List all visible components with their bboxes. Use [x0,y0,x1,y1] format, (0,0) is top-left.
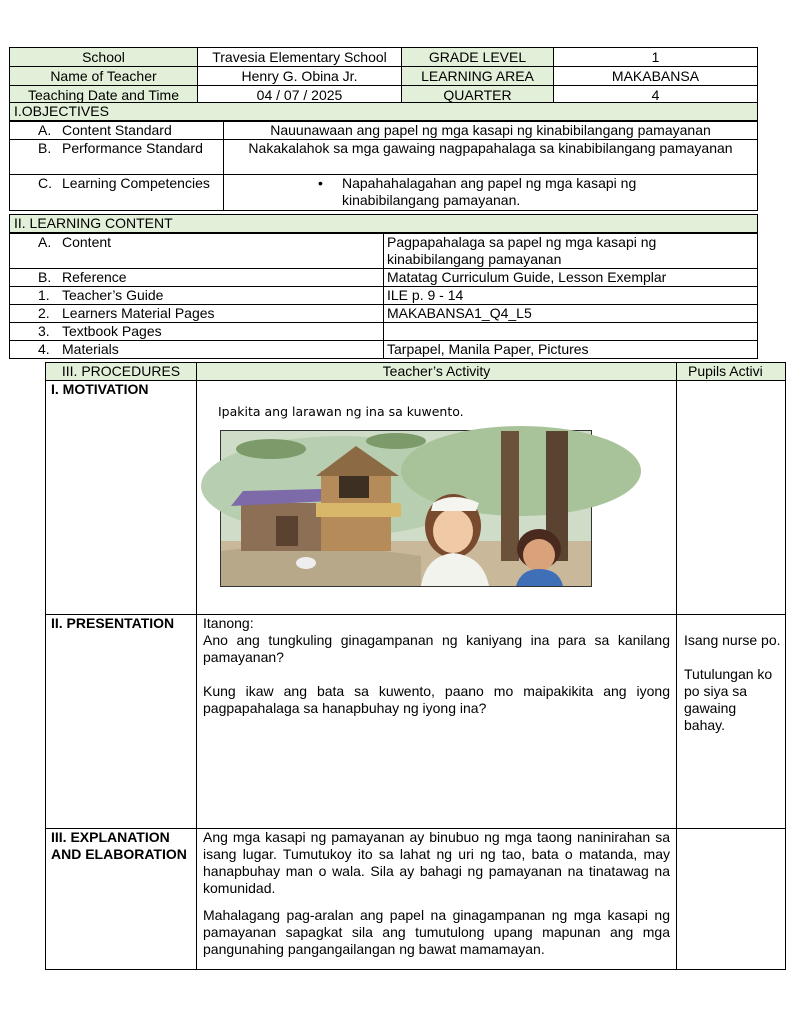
presentation-teacher-cell [197,615,677,829]
presentation-question-1: Ano ang tungkuling ginagampanan ng kaniyang ina para sa kanilang pamayanan? [203,632,670,665]
learning-competencies-value [224,175,758,211]
item-number: 3. [38,323,50,339]
teachers-guide-row-value: ILE p. 9 - 14 [384,287,758,305]
item-label: Teacher’s Guide [62,287,164,303]
item-number: A. [38,234,52,250]
item-label: Materials [62,341,119,357]
pupil-answer-2: Tutulungan ko po siya sa gawaing bahay. [684,666,773,733]
presentation-intro: Itanong: [203,615,254,631]
content-standard-value: Nauunawaan ang papel ng mga kasapi ng kinabibilangang pamayanan [224,122,758,140]
textbook-row-value [384,323,758,341]
teachers-activity-header: Teacher’s Activity [197,363,677,381]
explanation-label: III. EXPLANATION AND ELABORATION [46,829,197,970]
learning-content-heading [9,214,758,233]
explanation-teacher-cell [197,829,677,970]
item-label: Content Standard [62,122,172,138]
learners-material-row-label [10,305,384,323]
item-label: Learning Competencies [62,175,210,191]
performance-standard-value: Nakakalahok sa mga gawaing nagpapahalaga sa kinabibilangang pamayanan [224,140,758,175]
textbook-row-label [10,323,384,341]
pupil-answer-1: Isang nurse po. [684,632,781,648]
item-label: Learners Material Pages [62,305,215,321]
presentation-pupil-cell [677,615,786,829]
illustration-svg [221,431,591,586]
grade-level-value: 1 [554,48,758,67]
date-value: 04 / 07 / 2025 [198,86,402,105]
item-number: B. [38,140,52,156]
school-label: School [10,48,198,67]
item-label: Textbook Pages [62,323,162,339]
objectives-heading [9,102,758,121]
learning-area-value: MAKABANSA [554,67,758,86]
content-row-label [10,234,384,269]
motivation-caption: Ipakita ang larawan ng ina sa kuwento. [218,404,464,419]
date-label: Teaching Date and Time [10,86,198,105]
grade-level-label: GRADE LEVEL [402,48,554,67]
learning-area-label: LEARNING AREA [402,67,554,86]
content-row-value: Pagpapahalaga sa papel ng mga kasapi ng kinabibilangang pamayanan [384,234,758,269]
pupils-activity-header: Pupils Activi [677,363,786,381]
story-illustration [220,430,592,587]
objectives-title: I.OBJECTIVES [10,103,758,121]
reference-row-label [10,269,384,287]
item-number: 2. [38,305,50,321]
teachers-guide-row-label [10,287,384,305]
reference-row-value: Matatag Curriculum Guide, Lesson Exemplar [384,269,758,287]
teacher-value: Henry G. Obina Jr. [198,67,402,86]
motivation-label: I. MOTIVATION [46,381,197,615]
procedures-header: III. PROCEDURES [46,363,197,381]
learners-material-row-value: MAKABANSA1_Q4_L5 [384,305,758,323]
item-label: Reference [62,269,127,285]
presentation-question-2: Kung ikaw ang bata sa kuwento, paano mo maipakikita ang iyong pagpapahalaga sa hanapbuhay ng iyong ina? [203,683,670,716]
materials-row-label [10,341,384,359]
explanation-paragraph-1: Ang mga kasapi ng pamayanan ay binubuo ng mga taong naninirahan sa isang lugar. Tumutukoy ito sa lahat ng uri ng tao, bata o matanda, may hanapbuhay man o wala. Sila ay bahagi ng pamayanan na tinatawag na komunidad. [203,829,670,896]
child-figure [516,529,563,586]
learning-competencies-label [10,175,224,211]
quarter-label: QUARTER [402,86,554,105]
learning-content-table [9,233,758,359]
performance-standard-label [10,140,224,175]
school-value: Travesia Elementary School [198,48,402,67]
explanation-paragraph-2: Mahalagang pag-aralan ang papel na ginagampanan ng mga kasapi ng pamayanan sapagkat sila ang tumutulong upang mapunan ang mga pangunahing pangangailangan ng bawat mamamayan. [203,907,670,957]
item-number: B. [38,269,52,285]
presentation-label: II. PRESENTATION [46,615,197,829]
quarter-value: 4 [554,86,758,105]
header-table [9,47,758,105]
objectives-table [9,121,758,211]
motivation-pupil-cell [677,381,786,615]
content-standard-label [10,122,224,140]
explanation-pupil-cell [677,829,786,970]
learning-content-title: II. LEARNING CONTENT [10,215,758,233]
item-number: C. [38,175,52,191]
item-number: 4. [38,341,50,357]
item-label: Content [62,234,112,250]
item-number: 1. [38,287,50,303]
teacher-label: Name of Teacher [10,67,198,86]
competency-text: Napahahalagahan ang papel ng mga kasapi ng kinabibilangang pamayanan. [342,175,637,208]
bullet: • [318,175,323,191]
item-label: Performance Standard [62,140,203,156]
materials-row-value: Tarpapel, Manila Paper, Pictures [384,341,758,359]
item-number: A. [38,122,52,138]
